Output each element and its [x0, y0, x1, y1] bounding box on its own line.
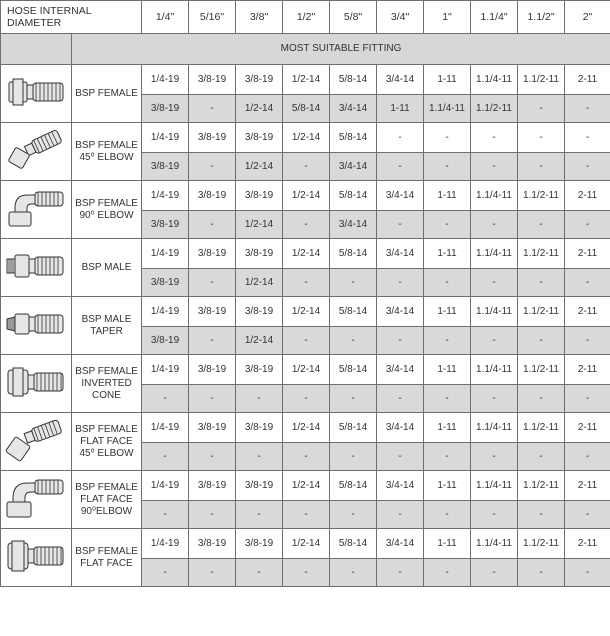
thread-cell: 1-11 — [424, 471, 471, 501]
thread-cell: 1.1/2-11 — [518, 355, 565, 385]
thread-cell: - — [565, 501, 610, 529]
thread-cell: - — [424, 443, 471, 471]
thread-cell: 2-11 — [565, 297, 610, 327]
elbow-90-fitting-icon — [1, 186, 71, 234]
thread-cell: 1.1/4-11 — [471, 65, 518, 95]
thread-cell: 3/8-19 — [189, 471, 236, 501]
thread-cell: - — [377, 211, 424, 239]
flat-face-90-elbow-icon — [1, 476, 71, 524]
thread-cell: - — [518, 327, 565, 355]
male-fitting-icon — [1, 244, 71, 292]
flat-face-45-elbow-icon — [1, 418, 71, 466]
thread-cell: - — [471, 385, 518, 413]
thread-cell: - — [377, 153, 424, 181]
thread-cell: 3/4-14 — [377, 239, 424, 269]
fitting-image-cell — [1, 181, 72, 239]
fitting-row — [1, 355, 610, 385]
thread-cell: 1-11 — [424, 355, 471, 385]
thread-cell: 1/4-19 — [142, 181, 189, 211]
fitting-name: BSP FEMALE FLAT FACE 45⁰ ELBOW — [72, 413, 142, 471]
thread-cell: - — [283, 269, 330, 297]
thread-cell: - — [565, 95, 610, 123]
fitting-row — [1, 413, 610, 443]
size-header: 3/4" — [377, 1, 424, 34]
most-suitable-fitting-label: MOST SUITABLE FITTING — [72, 34, 610, 65]
thread-cell: - — [565, 211, 610, 239]
thread-cell: 3/8-19 — [142, 95, 189, 123]
thread-cell: - — [189, 443, 236, 471]
thread-cell: - — [518, 269, 565, 297]
fitting-image-cell — [1, 413, 72, 471]
thread-cell: 1.1/4-11 — [471, 297, 518, 327]
thread-cell: 3/4-14 — [377, 471, 424, 501]
size-header: 1" — [424, 1, 471, 34]
thread-cell: - — [565, 559, 610, 587]
header-row — [1, 1, 610, 34]
thread-cell: 1/2-14 — [283, 413, 330, 443]
size-header: 1.1/4" — [471, 1, 518, 34]
thread-cell: - — [330, 501, 377, 529]
thread-cell: - — [236, 559, 283, 587]
thread-cell: 1.1/4-11 — [471, 181, 518, 211]
thread-cell: 3/8-19 — [236, 181, 283, 211]
thread-cell: 2-11 — [565, 65, 610, 95]
thread-cell: 2-11 — [565, 181, 610, 211]
thread-cell: 1.1/2-11 — [518, 297, 565, 327]
thread-cell: - — [565, 443, 610, 471]
thread-cell: - — [330, 443, 377, 471]
thread-cell: - — [565, 123, 610, 153]
fitting-image-cell — [1, 355, 72, 413]
fitting-image-cell — [1, 297, 72, 355]
thread-cell: - — [471, 269, 518, 297]
size-header: 1/2" — [283, 1, 330, 34]
thread-cell: 3/4-14 — [377, 65, 424, 95]
thread-cell: 1/2-14 — [283, 123, 330, 153]
thread-cell: - — [471, 327, 518, 355]
thread-cell: - — [189, 559, 236, 587]
thread-cell: 3/8-19 — [236, 65, 283, 95]
thread-cell: - — [377, 501, 424, 529]
thread-cell: 3/8-19 — [189, 65, 236, 95]
thread-cell: - — [424, 385, 471, 413]
thread-cell: 3/4-14 — [377, 297, 424, 327]
thread-cell: 1-11 — [424, 297, 471, 327]
thread-cell: - — [189, 269, 236, 297]
thread-cell: - — [565, 327, 610, 355]
thread-cell: - — [189, 153, 236, 181]
thread-cell: - — [189, 501, 236, 529]
thread-cell: 3/4-14 — [377, 355, 424, 385]
thread-cell: 1.1/2-11 — [518, 529, 565, 559]
thread-cell: - — [283, 501, 330, 529]
thread-cell: 3/8-19 — [142, 211, 189, 239]
thread-cell: 1.1/2-11 — [518, 239, 565, 269]
thread-cell: - — [189, 327, 236, 355]
thread-cell: - — [377, 123, 424, 153]
thread-cell: - — [518, 153, 565, 181]
fitting-row — [1, 65, 610, 95]
thread-cell: - — [471, 443, 518, 471]
thread-cell: - — [471, 211, 518, 239]
thread-cell: - — [330, 269, 377, 297]
thread-cell: - — [189, 385, 236, 413]
thread-cell: 1.1/2-11 — [518, 65, 565, 95]
thread-cell: 1/2-14 — [236, 269, 283, 297]
thread-cell: - — [283, 559, 330, 587]
thread-cell: 3/8-19 — [236, 529, 283, 559]
thread-cell: 1/4-19 — [142, 529, 189, 559]
thread-cell: - — [424, 501, 471, 529]
fitting-image-cell — [1, 471, 72, 529]
fitting-name: BSP MALE TAPER — [72, 297, 142, 355]
thread-cell: - — [424, 153, 471, 181]
thread-cell: - — [518, 501, 565, 529]
thread-cell: - — [424, 327, 471, 355]
thread-cell: 1/2-14 — [283, 65, 330, 95]
thread-cell: 5/8-14 — [283, 95, 330, 123]
thread-cell: 1.1/4-11 — [471, 239, 518, 269]
thread-cell: - — [236, 501, 283, 529]
thread-cell: 3/8-19 — [236, 471, 283, 501]
subheader-row — [1, 34, 610, 65]
thread-cell: 3/8-19 — [142, 153, 189, 181]
thread-cell: 5/8-14 — [330, 239, 377, 269]
size-header: 5/16" — [189, 1, 236, 34]
thread-cell: 1-11 — [424, 181, 471, 211]
thread-cell: 3/8-19 — [236, 239, 283, 269]
thread-cell: 5/8-14 — [330, 413, 377, 443]
thread-cell: 1/2-14 — [283, 355, 330, 385]
fitting-image-cell — [1, 65, 72, 123]
thread-cell: - — [518, 385, 565, 413]
size-header: 3/8" — [236, 1, 283, 34]
thread-cell: 2-11 — [565, 239, 610, 269]
thread-cell: - — [565, 153, 610, 181]
thread-cell: - — [424, 211, 471, 239]
thread-cell: 3/8-19 — [189, 181, 236, 211]
straight-female-fitting-icon — [1, 70, 71, 118]
thread-cell: - — [471, 559, 518, 587]
thread-cell: 5/8-14 — [330, 529, 377, 559]
elbow-45-fitting-icon — [1, 128, 71, 176]
thread-cell: - — [283, 211, 330, 239]
thread-cell: - — [330, 559, 377, 587]
thread-cell: - — [565, 269, 610, 297]
thread-cell: 2-11 — [565, 355, 610, 385]
thread-cell: 1/4-19 — [142, 355, 189, 385]
size-header: 2" — [565, 1, 610, 34]
fitting-name: BSP FEMALE FLAT FACE 90⁰ELBOW — [72, 471, 142, 529]
thread-cell: 1.1/4-11 — [471, 471, 518, 501]
thread-cell: - — [471, 501, 518, 529]
thread-cell: 3/4-14 — [330, 95, 377, 123]
thread-cell: 5/8-14 — [330, 471, 377, 501]
inverted-cone-fitting-icon — [1, 360, 71, 408]
thread-cell: - — [518, 443, 565, 471]
thread-cell: 1/4-19 — [142, 239, 189, 269]
thread-cell: - — [283, 153, 330, 181]
thread-cell: 1.1/4-11 — [471, 529, 518, 559]
fitting-name: BSP FEMALE — [72, 65, 142, 123]
thread-cell: 1/2-14 — [236, 327, 283, 355]
thread-cell: 5/8-14 — [330, 123, 377, 153]
thread-cell: 3/4-14 — [377, 529, 424, 559]
thread-cell: - — [471, 153, 518, 181]
fitting-name: BSP FEMALE 45⁰ ELBOW — [72, 123, 142, 181]
thread-cell: 3/4-14 — [330, 211, 377, 239]
fitting-row — [1, 529, 610, 559]
thread-cell: 3/4-14 — [330, 153, 377, 181]
thread-cell: 1/4-19 — [142, 471, 189, 501]
thread-cell: 2-11 — [565, 471, 610, 501]
thread-cell: 1.1/2-11 — [471, 95, 518, 123]
thread-cell: - — [377, 269, 424, 297]
fitting-image-cell — [1, 529, 72, 587]
thread-cell: 1/2-14 — [236, 95, 283, 123]
thread-cell: 1.1/4-11 — [471, 413, 518, 443]
fitting-image-cell — [1, 239, 72, 297]
thread-cell: 5/8-14 — [330, 297, 377, 327]
thread-cell: 3/8-19 — [236, 297, 283, 327]
thread-cell: 2-11 — [565, 413, 610, 443]
thread-cell: - — [518, 95, 565, 123]
thread-cell: 1-11 — [377, 95, 424, 123]
fitting-name: BSP FEMALE INVERTED CONE — [72, 355, 142, 413]
thread-cell: 3/8-19 — [236, 123, 283, 153]
thread-cell: 5/8-14 — [330, 65, 377, 95]
thread-cell: - — [518, 211, 565, 239]
thread-cell: 1-11 — [424, 239, 471, 269]
thread-cell: 1/2-14 — [283, 297, 330, 327]
fitting-row — [1, 123, 610, 153]
thread-cell: 1.1/4-11 — [471, 355, 518, 385]
thread-cell: - — [424, 559, 471, 587]
thread-cell: 1/4-19 — [142, 413, 189, 443]
thread-cell: - — [424, 269, 471, 297]
thread-cell: 3/4-14 — [377, 413, 424, 443]
thread-cell: 3/8-19 — [189, 355, 236, 385]
fitting-row — [1, 297, 610, 327]
thread-cell: - — [283, 385, 330, 413]
thread-cell: 1.1/2-11 — [518, 413, 565, 443]
thread-cell: - — [142, 443, 189, 471]
fitting-row — [1, 471, 610, 501]
thread-cell: 1.1/2-11 — [518, 471, 565, 501]
thread-cell: 3/8-19 — [189, 413, 236, 443]
thread-cell: - — [283, 443, 330, 471]
thread-cell: - — [283, 327, 330, 355]
fitting-name: BSP FEMALE 90⁰ ELBOW — [72, 181, 142, 239]
thread-cell: - — [518, 123, 565, 153]
size-header: 1/4" — [142, 1, 189, 34]
thread-cell: 3/8-19 — [142, 327, 189, 355]
thread-cell: - — [189, 211, 236, 239]
thread-cell: 1/4-19 — [142, 297, 189, 327]
thread-cell: 3/8-19 — [189, 529, 236, 559]
thread-cell: 1/4-19 — [142, 123, 189, 153]
thread-cell: 5/8-14 — [330, 181, 377, 211]
thread-cell: 1-11 — [424, 65, 471, 95]
thread-cell: 3/8-19 — [189, 239, 236, 269]
flat-face-fitting-icon — [1, 534, 71, 582]
thread-cell: - — [236, 443, 283, 471]
thread-cell: - — [377, 385, 424, 413]
thread-cell: 3/8-19 — [189, 123, 236, 153]
thread-cell: - — [377, 327, 424, 355]
thread-cell: - — [189, 95, 236, 123]
thread-cell: - — [377, 443, 424, 471]
thread-cell: 1/2-14 — [283, 471, 330, 501]
thread-cell: 3/8-19 — [236, 413, 283, 443]
male-taper-fitting-icon — [1, 302, 71, 350]
thread-cell: - — [471, 123, 518, 153]
hose-diameter-label: HOSE INTERNAL DIAMETER — [1, 1, 142, 34]
fitting-name: BSP FEMALE FLAT FACE — [72, 529, 142, 587]
thread-cell: - — [142, 501, 189, 529]
size-header: 5/8" — [330, 1, 377, 34]
thread-cell: 1-11 — [424, 529, 471, 559]
fitting-row — [1, 239, 610, 269]
thread-cell: - — [424, 123, 471, 153]
thread-cell: 1/2-14 — [283, 239, 330, 269]
thread-cell: - — [142, 385, 189, 413]
thread-cell: 1.1/4-11 — [424, 95, 471, 123]
thread-cell: 1.1/2-11 — [518, 181, 565, 211]
thread-cell: 3/4-14 — [377, 181, 424, 211]
thread-cell: - — [330, 385, 377, 413]
size-header: 1.1/2" — [518, 1, 565, 34]
thread-cell: 3/8-19 — [142, 269, 189, 297]
thread-cell: 3/8-19 — [189, 297, 236, 327]
thread-cell: - — [377, 559, 424, 587]
thread-cell: 1/4-19 — [142, 65, 189, 95]
thread-cell: 1/2-14 — [283, 181, 330, 211]
thread-cell: 5/8-14 — [330, 355, 377, 385]
thread-cell: 1/2-14 — [236, 153, 283, 181]
thread-cell: 3/8-19 — [236, 355, 283, 385]
thread-cell: - — [142, 559, 189, 587]
thread-cell: 1/2-14 — [283, 529, 330, 559]
fitting-name: BSP MALE — [72, 239, 142, 297]
fitting-row — [1, 181, 610, 211]
thread-cell: - — [518, 559, 565, 587]
thread-cell: - — [330, 327, 377, 355]
thread-cell: - — [236, 385, 283, 413]
thread-cell: 1-11 — [424, 413, 471, 443]
thread-cell: 2-11 — [565, 529, 610, 559]
thread-cell: 1/2-14 — [236, 211, 283, 239]
fitting-image-cell — [1, 123, 72, 181]
thread-cell: - — [565, 385, 610, 413]
corner-cell — [1, 34, 72, 65]
